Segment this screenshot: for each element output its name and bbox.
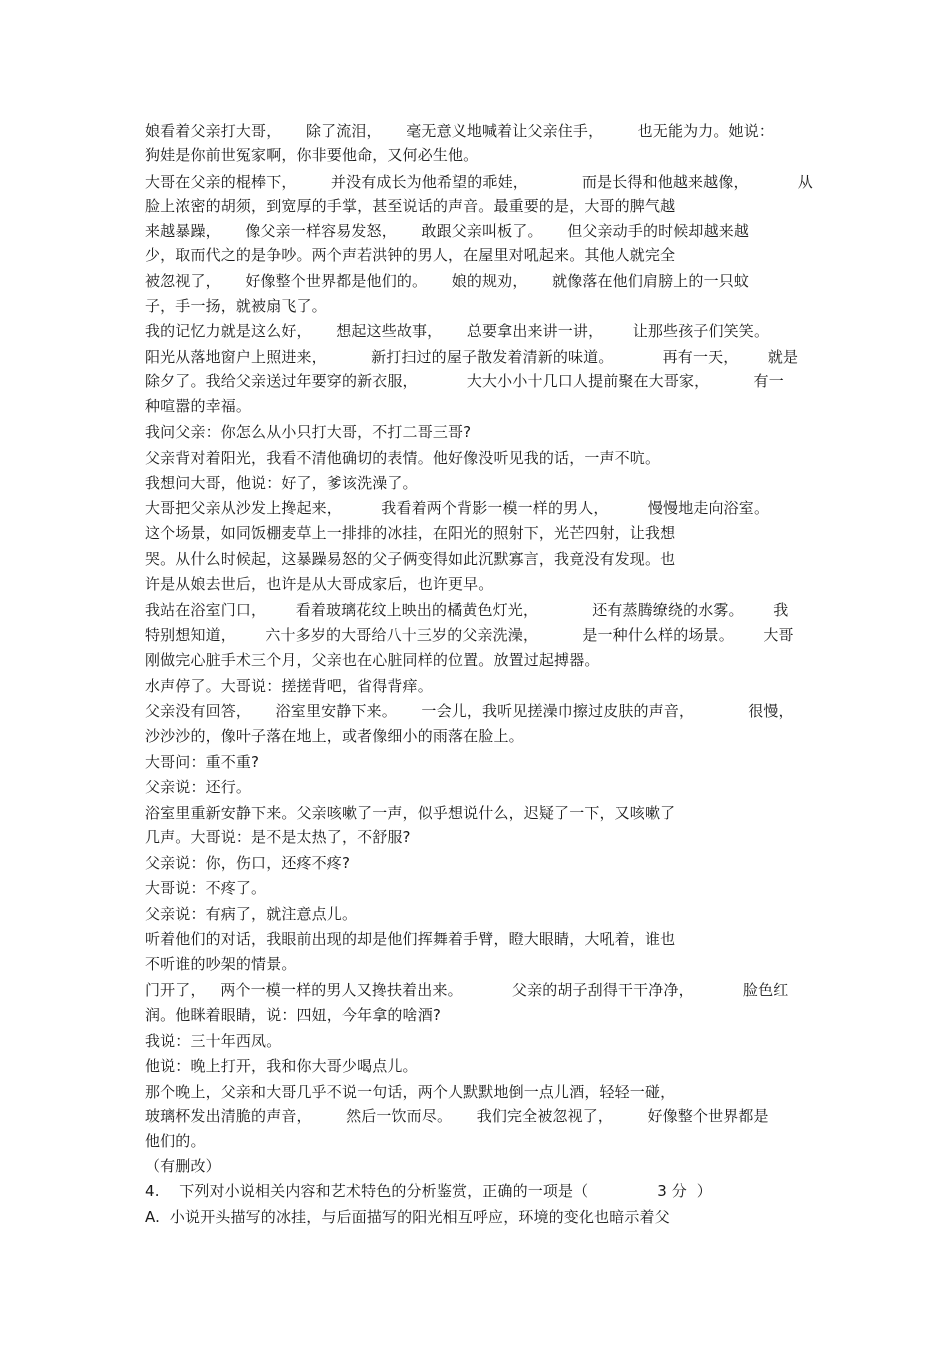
- text-line: 刚做完心脏手术三个月，父亲也在心脏同样的位置。放置过起搏器。: [145, 651, 600, 669]
- text-line: 少，取而代之的是争吵。两个声若洪钟的男人，在屋里对吼起来。其他人就完全: [145, 246, 676, 264]
- text-line: 听着他们的对话，我眼前出现的却是他们挥舞着手臂，瞪大眼睛，大吼着，谁也: [145, 930, 676, 948]
- text-line: 我想问大哥，他说：好了，爹该洗澡了。: [145, 474, 418, 492]
- text-line: 阳光从落地窗户上照进来， 新打扫过的屋子散发着清新的味道。 再有一天， 就是: [145, 348, 799, 366]
- text-line: 润。他眯着眼睛，说：四妞，今年拿的啥酒?: [145, 1006, 441, 1024]
- question-stem: 4. 下列对小说相关内容和艺术特色的分析鉴赏，正确的一项是（ 3 分 ）: [145, 1182, 712, 1200]
- text-line: 他们的。: [145, 1132, 206, 1150]
- text-line: 我的记忆力就是这么好， 想起这些故事， 总要拿出来讲一讲， 让那些孩子们笑笑。: [145, 322, 770, 340]
- text-line: 子，手一扬，就被扇飞了。: [145, 297, 327, 315]
- text-line: 脸上浓密的胡须，到宽厚的手掌，甚至说话的声音。最重要的是，大哥的脾气越: [145, 197, 676, 215]
- answer-option-a: A. 小说开头描写的冰挂，与后面描写的阳光相互呼应，环境的变化也暗示着父: [145, 1208, 670, 1226]
- text-line: 这个场景，如同饭棚麦草上一排排的冰挂，在阳光的照射下，光芒四射，让我想: [145, 524, 676, 542]
- text-line: 几声。大哥说：是不是太热了，不舒服?: [145, 828, 411, 846]
- text-line: 狗娃是你前世冤家啊，你非要他命，又何必生他。: [145, 146, 479, 164]
- text-line: 大哥把父亲从沙发上搀起来， 我看着两个背影一模一样的男人， 慢慢地走向浴室。: [145, 499, 770, 517]
- text-line: 不听谁的吵架的情景。: [145, 955, 297, 973]
- text-line: 玻璃杯发出清脆的声音， 然后一饮而尽。 我们完全被忽视了， 好像整个世界都是: [145, 1107, 769, 1125]
- text-line: 水声停了。大哥说：搓搓背吧，省得背痒。: [145, 677, 433, 695]
- text-line: 大哥在父亲的棍棒下， 并没有成长为他希望的乖娃， 而是长得和他越来越像， 从: [145, 173, 813, 191]
- text-line: 我问父亲：你怎么从小只打大哥，不打二哥三哥?: [145, 423, 472, 441]
- text-line: 浴室里重新安静下来。父亲咳嗽了一声，似乎想说什么，迟疑了一下，又咳嗽了: [145, 804, 676, 822]
- text-line: 特别想知道， 六十多岁的大哥给八十三岁的父亲洗澡， 是一种什么样的场景。 大哥: [145, 626, 794, 644]
- text-line: 大哥问：重不重?: [145, 753, 260, 771]
- text-line: 父亲背对着阳光，我看不清他确切的表情。他好像没听见我的话，一声不吭。: [145, 449, 661, 467]
- text-line: 门开了， 两个一模一样的男人又搀扶着出来。 父亲的胡子刮得干干净净， 脸色红: [145, 981, 789, 999]
- text-line: 大哥说：不疼了。: [145, 879, 267, 897]
- text-line: 我说：三十年西凤。: [145, 1032, 282, 1050]
- text-line: 沙沙沙的，像叶子落在地上，或者像细小的雨落在脸上。: [145, 727, 524, 745]
- text-line: 父亲说：还行。: [145, 778, 252, 796]
- text-line: 我站在浴室门口， 看着玻璃花纹上映出的橘黄色灯光， 还有蒸腾缭绕的水雾。 我: [145, 601, 789, 619]
- source-note: （有删改）: [145, 1157, 221, 1175]
- text-line: 那个晚上，父亲和大哥几乎不说一句话，两个人默默地倒一点儿酒，轻轻一碰，: [145, 1083, 676, 1101]
- text-line: 种喧嚣的幸福。: [145, 397, 252, 415]
- text-line: 除夕了。我给父亲送过年要穿的新衣服， 大大小小十几口人提前聚在大哥家， 有一: [145, 372, 784, 390]
- text-line: 被忽视了， 好像整个世界都是他们的。 娘的规劝， 就像落在他们肩膀上的一只蚊: [145, 272, 750, 290]
- text-line: 来越暴躁， 像父亲一样容易发怒， 敢跟父亲叫板了。 但父亲动手的时候却越来越: [145, 222, 750, 240]
- text-line: 哭。从什么时候起，这暴躁易怒的父子俩变得如此沉默寡言，我竟没有发现。也: [145, 550, 676, 568]
- text-line: 父亲说：你，伤口，还疼不疼?: [145, 854, 351, 872]
- text-line: 许是从娘去世后，也许是从大哥成家后，也许更早。: [145, 575, 494, 593]
- text-line: 父亲说：有病了，就注意点儿。: [145, 905, 358, 923]
- text-line: 父亲没有回答， 浴室里安静下来。 一会儿，我听见搓澡巾擦过皮肤的声音， 很慢，: [145, 702, 794, 720]
- text-line: 他说：晚上打开，我和你大哥少喝点儿。: [145, 1057, 418, 1075]
- text-line: 娘看着父亲打大哥， 除了流泪， 毫无意义地喊着让父亲住手， 也无能为力。她说：: [145, 122, 775, 140]
